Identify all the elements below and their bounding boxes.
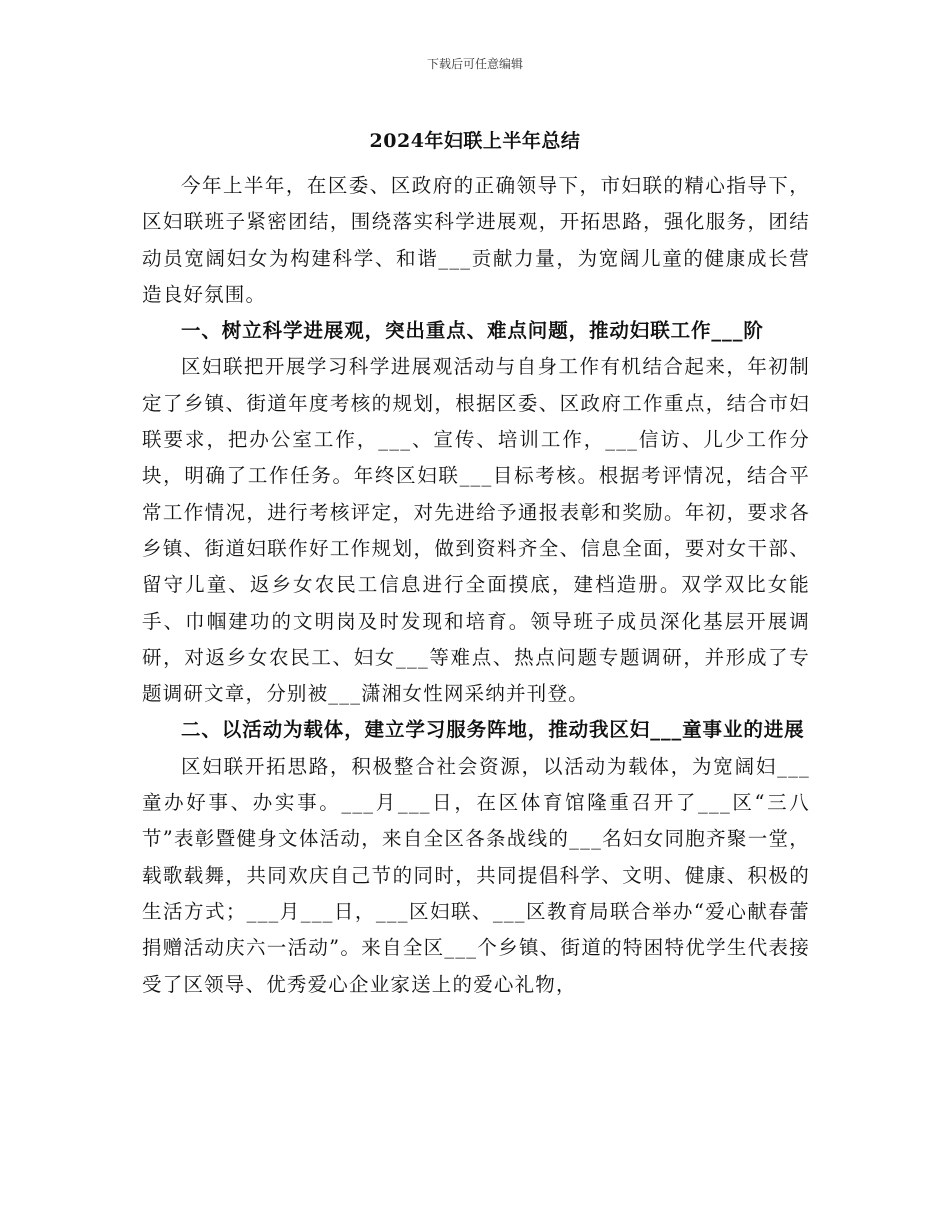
document-body — [142, 168, 810, 1003]
document-title: 2024年妇联上半年总结 — [369, 130, 581, 152]
section-heading-1: 一、树立科学进展观，突出重点、难点问题，推动妇联工作___阶 — [181, 319, 764, 343]
intro-paragraph: 今年上半年，在区委、区政府的正确领导下，市妇联的精心指导下，区妇联班子紧密团结，围绕落实科学进展观，开拓思路，强化服务，团结动员宽阔妇女为构建科学、和谐___贡献力量，为宽阔儿童的健康成长营造良好氛围。 — [142, 174, 810, 306]
section-1-paragraph: 区妇联把开展学习科学进展观活动与自身工作有机结合起来，年初制定了乡镇、街道年度考核的规划，根据区委、区政府工作重点，结合市妇联要求，把办公室工作，___、宣传、培训工作，___信访、儿少工作分块，明确了工作任务。年终区妇联___目标考核。根据考评情况，结合平常工作情况，进行考核评定，对先进给予通报表彰和奖励。年初，要求各乡镇、街道妇联作好工作规划，做到资料齐全、信息全面，要对女干部、留守儿童、返乡女农民工信息进行全面摸底，建档造册。双学双比女能手、巾帼建功的文明岗及时发现和培育。领导班子成员深化基层开展调研，对返乡女农民工、妇女___等难点、热点问题专题调研，并形成了专题调研文章，分别被___潇湘女性网采纳并刊登。 — [142, 355, 810, 706]
page-header-note: 下载后可任意编辑 — [426, 57, 523, 71]
section-heading-2: 二、以活动为载体，建立学习服务阵地，推动我区妇___童事业的进展 — [181, 718, 805, 742]
section-2-paragraph: 区妇联开拓思路，积极整合社会资源，以活动为载体，为宽阔妇___童办好事、办实事。___月___日，在区体育馆隆重召开了___区“三八节”表彰暨健身文体活动，来自全区各条战线的___名妇女同胞齐聚一堂，载歌载舞，共同欢庆自己节的同时，共同提倡科学、文明、健康、积极的生活方式；___月___日，___区妇联、___区教育局联合举办“爱心献春蕾捐赠活动庆六一活动”。来自全区___个乡镇、街道的特困特优学生代表接受了区领导、优秀爱心企业家送上的爱心礼物， — [142, 754, 810, 996]
